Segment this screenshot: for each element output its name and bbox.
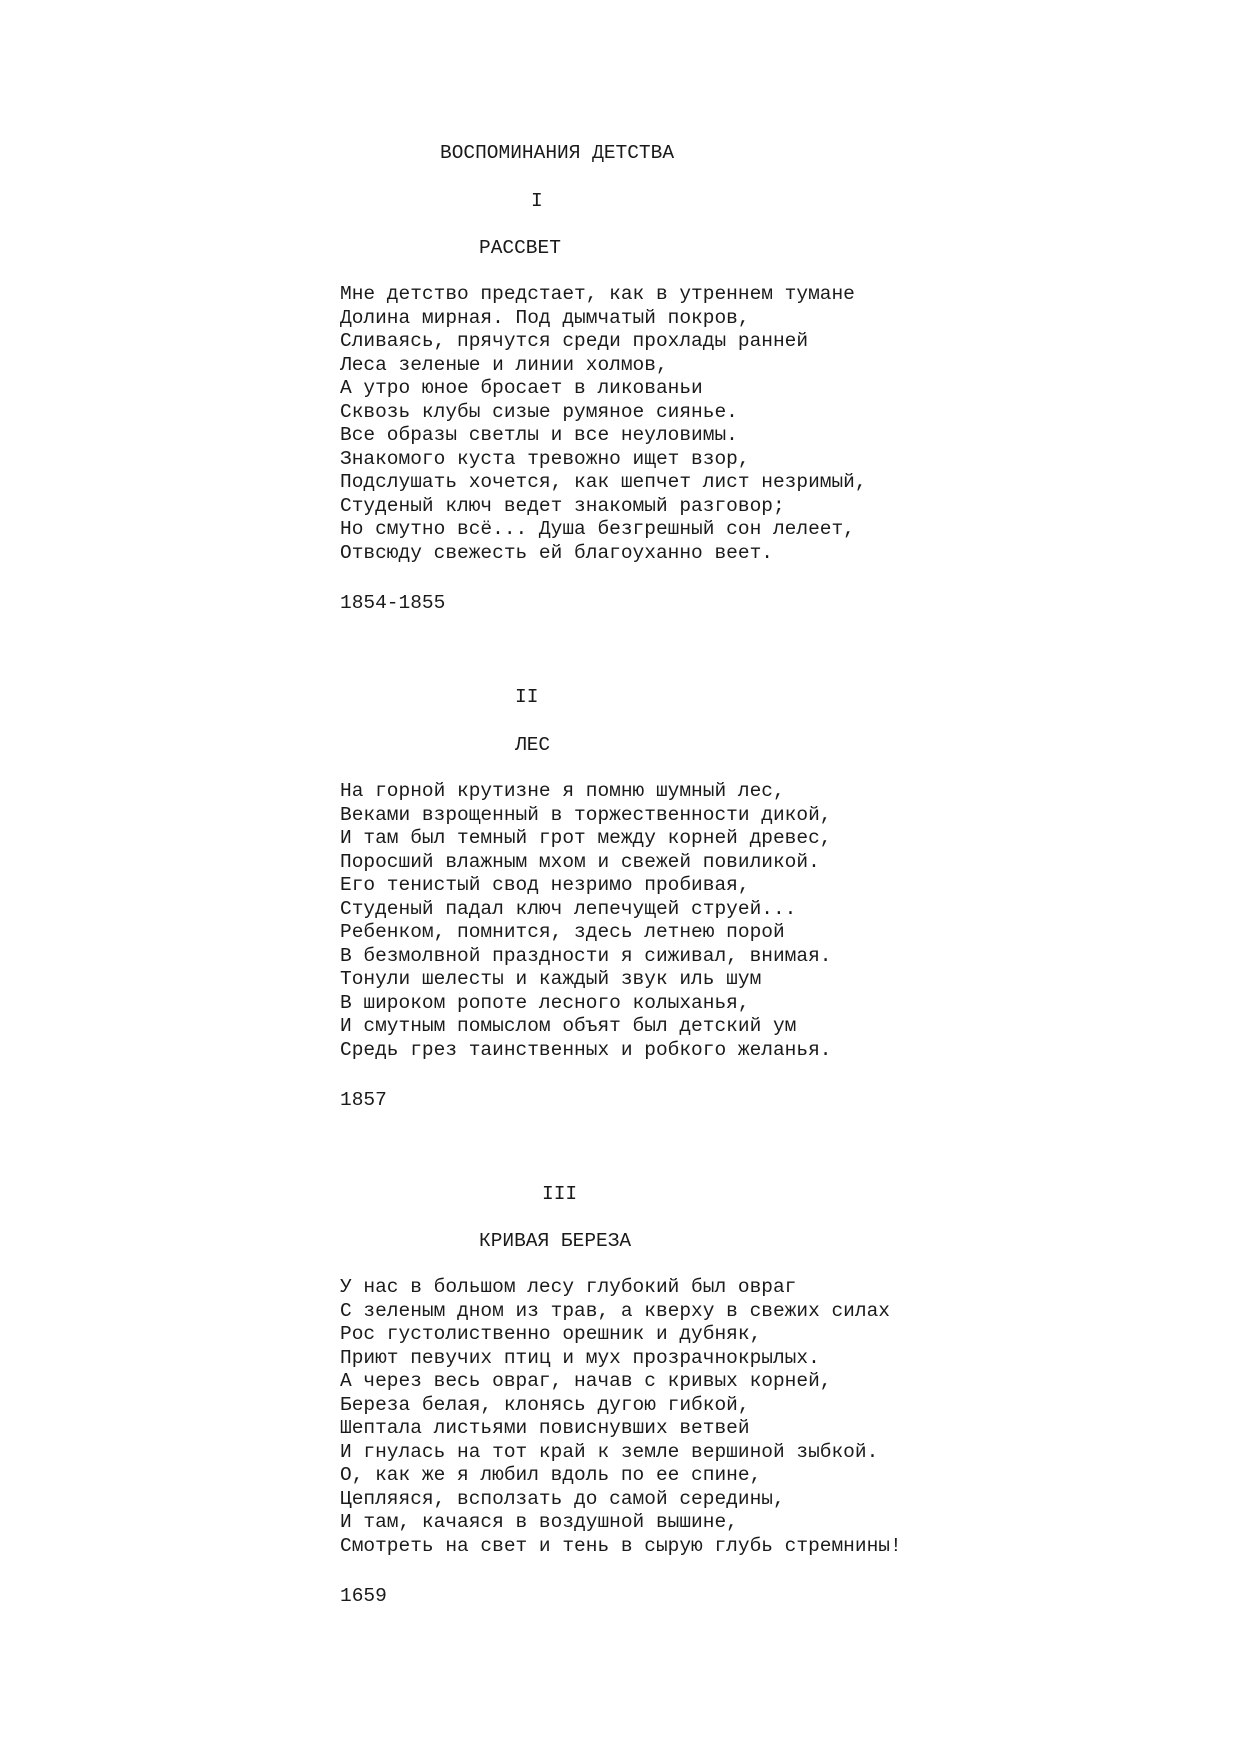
stanza	[340, 283, 867, 565]
verse-line: Студеный падал ключ лепечущей струей...	[340, 897, 797, 920]
verse-line: Ребенком, помнится, здесь летнею порой	[340, 921, 785, 943]
verse-line: Тонули шелесты и каждый звук иль шум	[340, 968, 762, 990]
stanza	[340, 780, 831, 1062]
verse-line: Поросший влажным мхом и свежей повиликой.	[340, 850, 820, 873]
verse-line: И там был темный грот между корней древес,	[340, 827, 832, 849]
verse-line: И смутным помыслом объят был детский ум	[340, 1015, 797, 1037]
verse-line: Шептала листьями повиснувших ветвей	[340, 1417, 750, 1439]
verse-line: Сливаясь, прячутся среди прохлады ранней	[340, 330, 809, 352]
section-numeral: II	[515, 686, 539, 708]
verse-line: Смотреть на свет и тень в сырую глубь стремнины!	[340, 1534, 902, 1557]
verse-line: Приют певучих птиц и мух прозрачнокрылых.	[340, 1346, 820, 1369]
section-heading: РАССВЕТ	[479, 237, 561, 259]
section-numeral: I	[531, 190, 543, 212]
verse-line: У нас в большом лесу глубокий был овраг	[340, 1276, 797, 1298]
verse-line: Студеный ключ ведет знакомый разговор;	[340, 494, 785, 517]
verse-line: Долина мирная. Под дымчатый покров,	[340, 306, 750, 329]
verse-line: Но смутно всё... Душа безгрешный сон лелеет,	[340, 518, 855, 540]
verse-line: В безмолвной праздности я сиживал, внимая.	[340, 944, 832, 967]
verse-line: С зеленым дном из трав, а кверху в свежих силах	[340, 1299, 890, 1322]
document-title: ВОСПОМИНАНИЯ ДЕТСТВА	[440, 142, 675, 164]
verse-line: Сквозь клубы сизые румяное сиянье.	[340, 400, 738, 423]
verse-line: Подслушать хочется, как шепчет лист незримый,	[340, 471, 867, 493]
verse-line: Береза белая, клонясь дугою гибкой,	[340, 1393, 750, 1416]
verse-line: И гнулась на тот край к земле вершиной зыбкой.	[340, 1440, 879, 1463]
verse-line: О, как же я любил вдоль по ее спине,	[340, 1464, 762, 1486]
section-heading: ЛЕС	[515, 734, 551, 756]
verse-line: Леса зеленые и линии холмов,	[340, 353, 668, 376]
section-numeral: III	[542, 1183, 578, 1205]
poem-date: 1659	[340, 1585, 387, 1607]
poem-date: 1857	[340, 1089, 387, 1111]
verse-line: А через весь овраг, начав с кривых корней,	[340, 1370, 832, 1392]
verse-line: А утро юное бросает в ликованьи	[340, 377, 703, 399]
verse-line: Знакомого куста тревожно ищет взор,	[340, 447, 750, 470]
verse-line: Отвсюду свежесть ей благоуханно веет.	[340, 541, 773, 564]
verse-line: Цепляяся, всползать до самой середины,	[340, 1487, 785, 1510]
verse-line: На горной крутизне я помню шумный лес,	[340, 780, 785, 802]
verse-line: Средь грез таинственных и робкого желанья.	[340, 1038, 832, 1061]
poem-date: 1854-1855	[340, 592, 446, 614]
verse-line: В широком ропоте лесного колыханья,	[340, 991, 750, 1014]
verse-line: Все образы светлы и все неуловимы.	[340, 424, 738, 446]
verse-line: Его тенистый свод незримо пробивая,	[340, 874, 750, 896]
verse-line: Мне детство предстает, как в утреннем тумане	[340, 283, 855, 305]
verse-line: Рос густолиственно орешник и дубняк,	[340, 1323, 762, 1345]
stanza	[340, 1276, 902, 1558]
verse-line: И там, качаяся в воздушной вышине,	[340, 1511, 738, 1533]
section-heading: КРИВАЯ БЕРЕЗА	[479, 1230, 632, 1252]
verse-line: Веками взрощенный в торжественности дикой,	[340, 803, 832, 826]
